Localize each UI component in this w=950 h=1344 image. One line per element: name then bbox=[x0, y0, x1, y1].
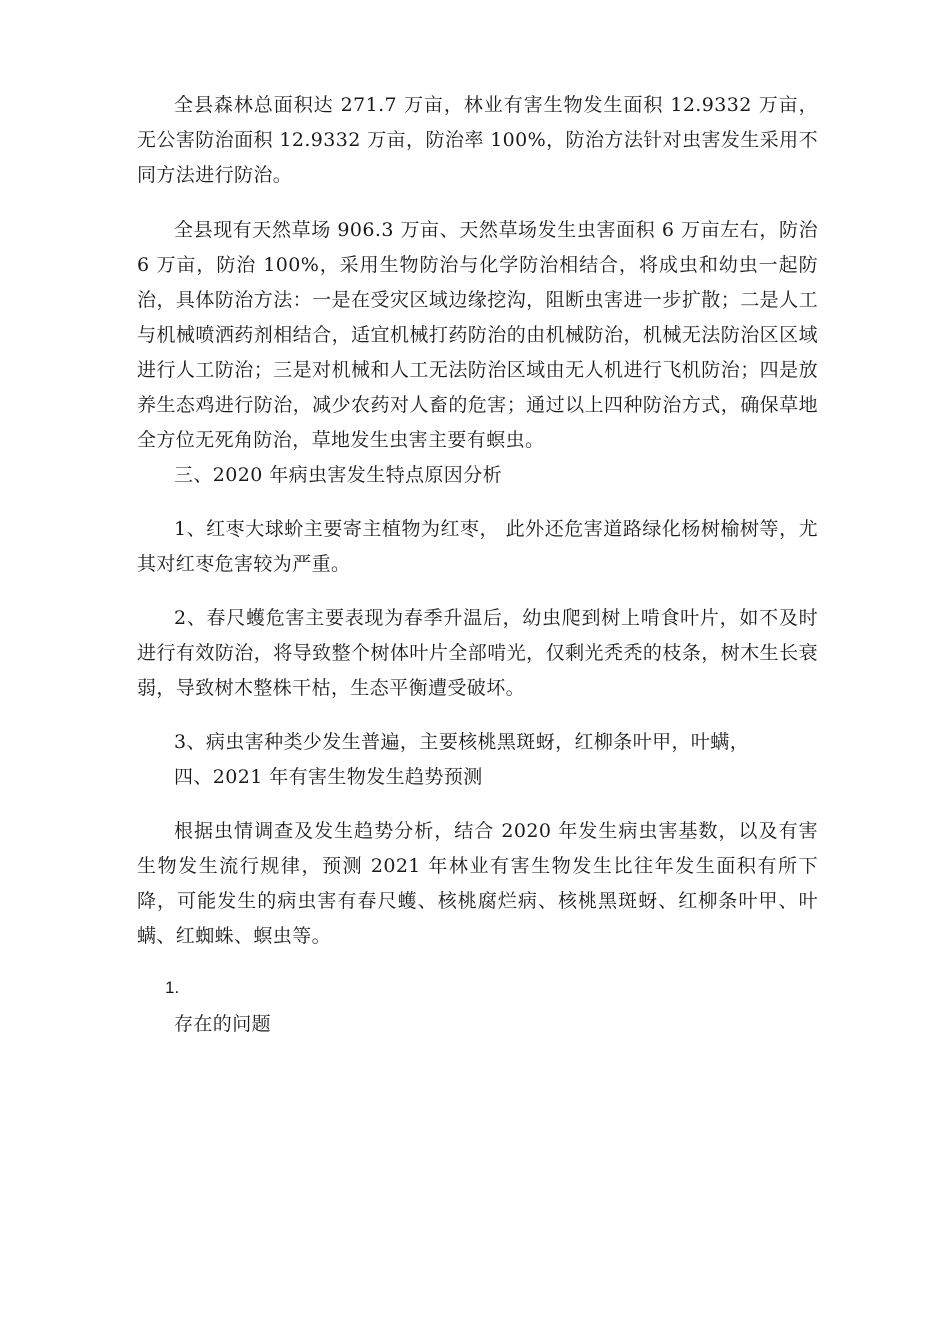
paragraph-item-2: 2、春尺蠖危害主要表现为春季升温后，幼虫爬到树上啃食叶片，如不及时进行有效防治，将导致整个树体叶片全部啃光，仅剩光秃秃的枝条，树木生长衰弱，导致树木整株干枯，生态平衡遭受破坏。 bbox=[137, 607, 818, 699]
section-heading-problems: 存在的问题 bbox=[174, 1013, 272, 1035]
paragraph-forest-area: 全县森林总面积达 271.7 万亩，林业有害生物发生面积 12.9332 万亩，无公害防治面积 12.9332 万亩，防治率 100%，防治方法针对虫害发生采用不同方法进行防治。 bbox=[137, 94, 818, 186]
paragraph-item-3: 3、病虫害种类少发生普遍，主要核桃黑斑蚜，红柳条叶甲，叶螨， bbox=[174, 731, 750, 753]
paragraph-grassland: 全县现有天然草场 906.3 万亩、天然草场发生虫害面积 6 万亩左右，防治 6 万亩，防治 100%，采用生物防治与化学防治相结合，将成虫和幼虫一起防治，具体防治方法：一是在受灾区域边缘挖沟，阻断虫害进一步扩散；二是人工与机械喷洒药剂相结合，适宜机械打药防治的由机械防治，机械无法防治区区域进行人工防治；三是对机械和人工无法防治区域由无人机进行飞机防治；四是放养生态鸡进行防治，减少农药对人畜的危害；通过以上四种防治方式，确保草地全方位无死角防治，草地发生虫害主要有螟虫。 bbox=[137, 219, 818, 451]
paragraph-forecast: 根据虫情调查及发生趋势分析，结合 2020 年发生病虫害基数，以及有害生物发生流行规律，预测 2021 年林业有害生物发生比往年发生面积有所下降，可能发生的病虫害有春尺蠖、核桃腐烂病、核桃黑斑蚜、红柳条叶甲、叶螨、红蜘蛛、螟虫等。 bbox=[137, 820, 818, 947]
section-heading-4: 四、2021 年有害生物发生趋势预测 bbox=[174, 766, 483, 788]
paragraph-item-1: 1、红枣大球蚧主要寄主植物为红枣， 此外还危害道路绿化杨树榆树等，尤其对红枣危害较为严重。 bbox=[137, 518, 818, 575]
list-number: 1. bbox=[165, 978, 180, 997]
section-heading-3: 三、2020 年病虫害发生特点原因分析 bbox=[174, 464, 502, 486]
